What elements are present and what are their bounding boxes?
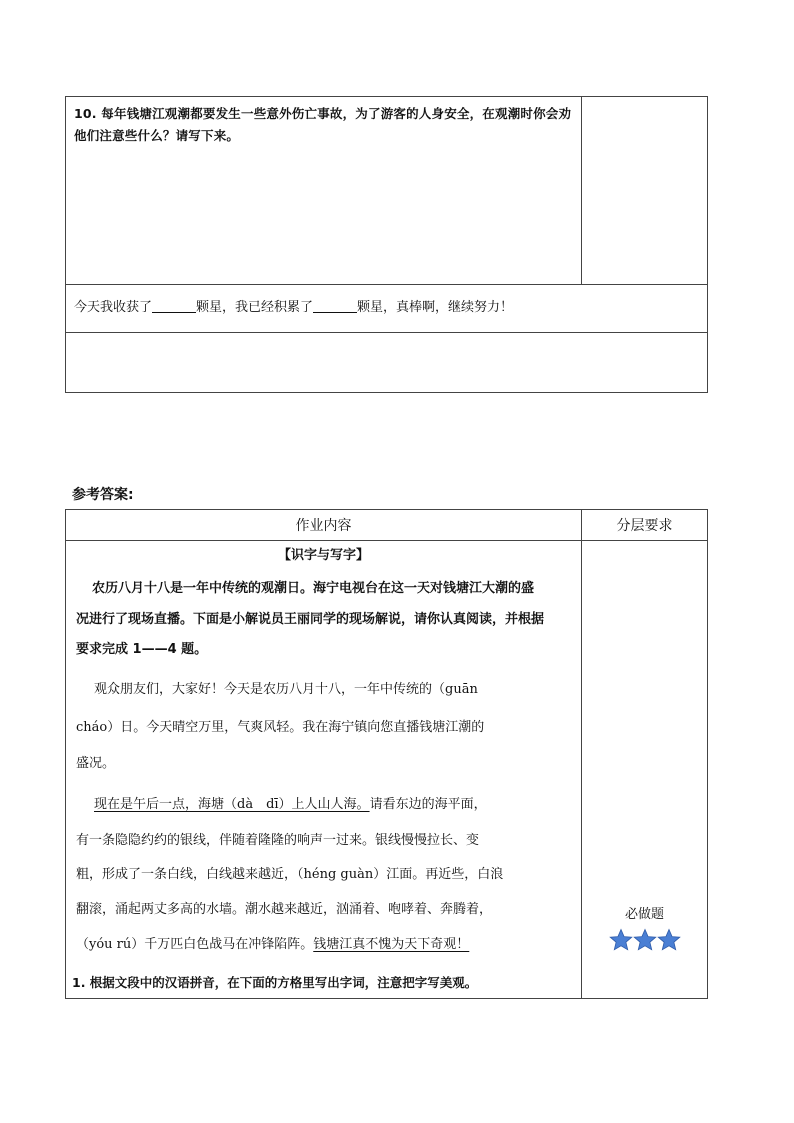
header-divider — [66, 540, 707, 541]
stars-total-blank[interactable] — [313, 298, 357, 313]
star-icon — [657, 928, 681, 952]
stars-earned-blank[interactable] — [152, 298, 196, 313]
column-header-level: 分层要求 — [616, 518, 673, 534]
intro-line-2: 况进行了现场直播。下面是小解说员王丽同学的现场解说，请你认真阅读，并根据 — [76, 612, 545, 627]
level-label: 必做题 — [624, 907, 664, 922]
passage-1-line-3: 盛况。 — [76, 756, 116, 771]
row-divider — [66, 284, 707, 285]
empty-row — [66, 333, 707, 392]
task-1-text: 1. 根据文段中的汉语拼音，在下面的方格里写出字词，注意把字写美观。 — [72, 975, 478, 990]
passage-2-line-1 — [76, 788, 576, 822]
passage-2-line-4: 翻滚，涌起两丈多高的水墙。潮水越来越近，汹涌着、咆哮着、奔腾着， — [76, 902, 493, 917]
passage-1-line-2: cháo）日。今天晴空万里，气爽风轻。我在海宁镇向您直播钱塘江潮的 — [76, 720, 485, 735]
star-rating — [582, 928, 707, 954]
summary-text-3: 颗星，真棒啊，继续努力！ — [357, 300, 514, 315]
underlined-sentence-1: 现在是午后一点，海塘（dà dī）上人山人海。 — [94, 797, 370, 812]
passage-2-line-2: 有一条隐隐约约的银线，伴随着隆隆的响声一过来。银线慢慢拉长、变 — [76, 833, 480, 848]
question-10-text: 10. 每年钱塘江观潮都要发生一些意外伤亡事故，为了游客的人身安全，在观潮时你会劝他们注意些什么？请写下来。 — [74, 106, 572, 143]
column-header-content: 作业内容 — [295, 518, 352, 534]
passage-2-line-3: 粗，形成了一条白线，白线越来越近，（héng guàn）江面。再近些，白浪 — [76, 867, 504, 882]
passage-2-line-5 — [76, 928, 576, 962]
summary-line — [74, 297, 513, 319]
passage-2-line-5-start: （yóu rú）千万匹白色战马在冲锋陷阵。 — [76, 937, 314, 952]
underlined-sentence-2: 钱塘江真不愧为天下奇观！ — [313, 937, 470, 952]
answers-heading: 参考答案: — [72, 487, 134, 503]
column-divider — [581, 510, 582, 998]
star-icon — [609, 928, 633, 952]
intro-line-3: 要求完成 1——4 题。 — [76, 642, 208, 657]
star-icon — [633, 928, 657, 952]
section-title: 【识字与写字】 — [277, 548, 369, 563]
question-row — [66, 97, 707, 284]
passage-1-line-1: 观众朋友们，大家好！今天是农历八月十八，一年中传统的（guān — [94, 682, 478, 697]
summary-text-2: 颗星，我已经积累了 — [196, 300, 314, 315]
column-divider — [581, 97, 582, 284]
passage-2-line-1-rest: 请看东边的海平面， — [369, 797, 487, 812]
summary-text-1: 今天我收获了 — [74, 300, 153, 315]
answer-table — [65, 509, 708, 999]
homework-table — [65, 96, 708, 393]
intro-line-1: 农历八月十八是一年中传统的观潮日。海宁电视台在这一天对钱塘江大潮的盛 — [92, 581, 535, 596]
